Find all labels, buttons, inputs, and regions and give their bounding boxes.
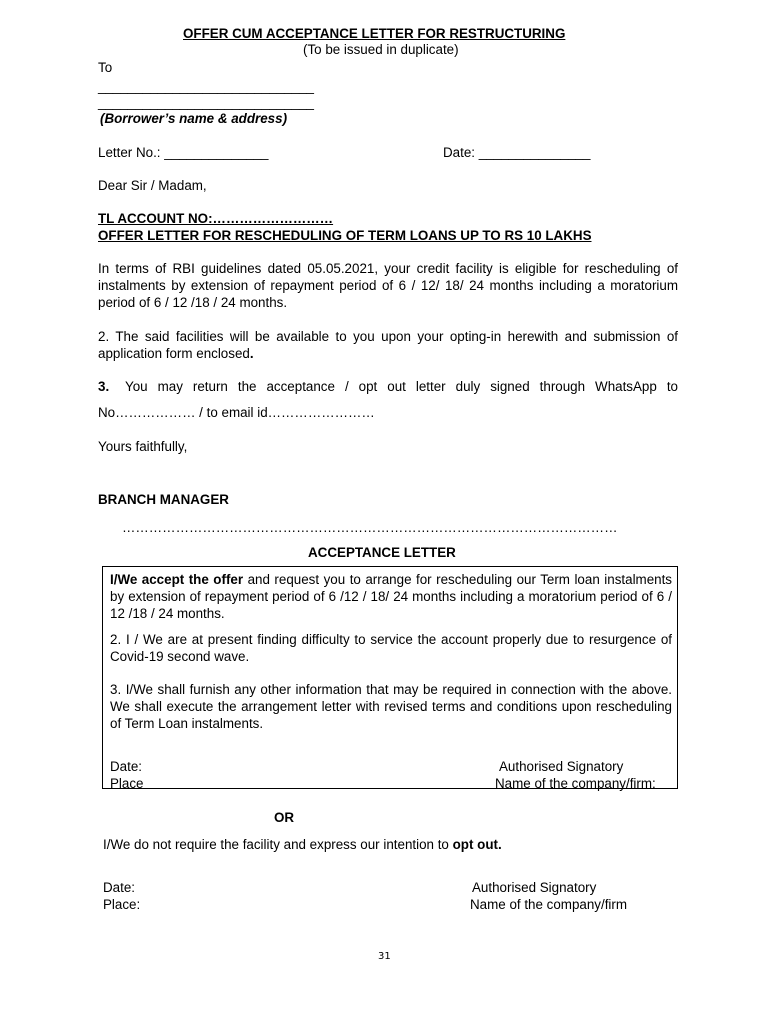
body-paragraph-1: In terms of RBI guidelines dated 05.05.2021, your credit facility is eligible for rescheduling of instalments by extension of repayment period of 6 / 12/ 18/ 24 months including a moratorium period of 6 / 12 /18 / 24 months. [98,261,678,310]
body-paragraph-2-text: 2. The said facilities will be available to you upon your opting-in herewith and submission of application form enclosed [98,329,678,361]
acceptance-place-label: Place [110,776,144,791]
body-paragraph-3-continued: No……………… / to email id…………………… [98,405,375,420]
opt-out-place-label: Place: [103,897,141,912]
to-label: To [98,60,113,75]
account-number-line: TL ACCOUNT NO:……………………… [98,211,334,226]
opt-out-date-label: Date: [103,880,136,895]
opt-out-signatory-label: Authorised Signatory [472,880,597,895]
acceptance-date-label: Date: [110,759,143,774]
salutation: Dear Sir / Madam, [98,178,207,193]
document-subtitle: (To be issued in duplicate) [303,42,459,57]
acceptance-box [102,566,678,789]
date-field: Date: _______________ [443,145,591,160]
address-line-2: _____________________________ [98,95,314,110]
opt-out-statement [103,836,502,853]
accept-offer-text: I/We accept the offer [110,572,244,587]
acceptance-paragraph-2: 2. I / We are at present finding difficulty to service the account properly due to resurgence of Covid-19 second wave. [110,632,672,664]
body-paragraph-3-number: 3. [98,379,110,394]
branch-manager-label: BRANCH MANAGER [98,492,229,507]
borrower-caption: (Borrower’s name & address) [100,111,288,126]
opt-out-bold: opt out. [452,837,502,852]
body-paragraph-2 [98,328,678,362]
closing: Yours faithfully, [98,439,188,454]
address-line-1: _____________________________ [98,79,314,94]
acceptance-paragraph-1 [110,571,672,622]
acceptance-signatory-label: Authorised Signatory [499,759,624,774]
opt-out-text: I/We do not require the facility and express our intention to [103,837,453,852]
body-paragraph-3-text: You may return the acceptance / opt out letter duly signed through WhatsApp to [125,379,678,394]
acceptance-company-label: Name of the company/firm: [495,776,656,791]
body-paragraph-2-end: . [249,346,254,361]
separator-line: ………………………………………………………………………………………………… [122,520,618,535]
acceptance-heading: ACCEPTANCE LETTER [308,545,456,560]
offer-subject: OFFER LETTER FOR RESCHEDULING OF TERM LOANS UP TO RS 10 LAKHS [98,228,592,243]
acceptance-paragraph-1-rest: and request you to arrange for rescheduling our Term loan instalments by extension of repayment period of 6 /12 / 18/ 24 months including a moratorium period of 6 / 12 /18 / 24 months. [110,572,673,621]
document-title: OFFER CUM ACCEPTANCE LETTER FOR RESTRUCTURING [183,26,566,41]
page-number: 31 [378,951,391,962]
or-label: OR [274,810,295,825]
acceptance-paragraph-3: 3. I/We shall furnish any other information that may be required in connection with the above. We shall execute the arrangement letter with revised terms and conditions upon rescheduling of Term Loan instalments. [110,682,672,731]
opt-out-company-label: Name of the company/firm [470,897,628,912]
letter-no-field: Letter No.: ______________ [98,145,269,160]
